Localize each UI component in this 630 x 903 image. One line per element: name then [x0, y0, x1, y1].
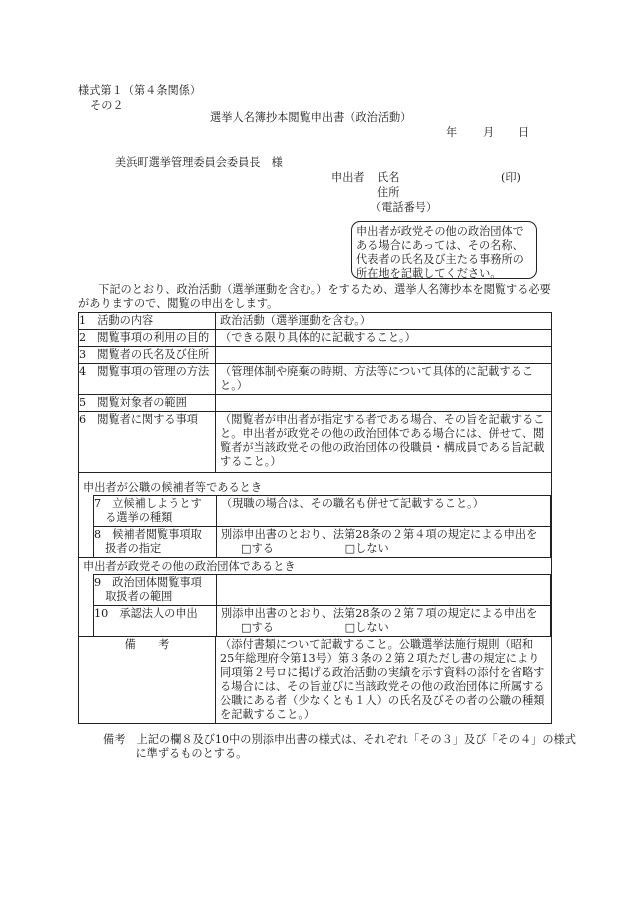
row-label: 7 立候補しようとする選挙の種類	[94, 496, 217, 527]
form-row-election-type	[94, 496, 551, 527]
row-label: 9 政治団体閲覧事項取扱者の範囲	[94, 575, 217, 606]
form-row-management	[79, 364, 552, 395]
applicant-label: 申出者	[331, 171, 365, 184]
seal-mark: (印)	[501, 171, 521, 184]
row-value[interactable]	[217, 575, 551, 606]
checkbox-do[interactable]: □する	[241, 621, 274, 634]
intro-text: 下記のとおり、政治活動（選挙運動を含む。）をするため、選挙人名簿抄本を閲覧する必要がありますので、閲覧の申出をします。	[78, 283, 551, 310]
row-value[interactable]: （閲覧者が申出者が指定する者である場合、その旨を記載すること。申出者が政党その他の政治団体である場合には、併せて、閲覧者が当該政党その他の政治団体の役職員・構成員である旨記載すること。）	[216, 412, 552, 473]
row-label: 2 閲覧事項の利用の目的	[79, 330, 216, 347]
row-label: 10 承認法人の申出	[94, 606, 217, 637]
footnote: 備考 上記の欄８及び10中の別添申出書の様式は、それぞれ「その３」及び「その４」の様式に準ずるものとする。	[103, 733, 576, 760]
date-day-label: 日	[518, 126, 530, 139]
date-month-label: 月	[483, 126, 495, 139]
form-row-activity	[79, 313, 552, 330]
row-label: 3 閲覧者の氏名及び住所	[79, 347, 216, 364]
row-value	[217, 527, 551, 558]
row-label: 1 活動の内容	[79, 313, 216, 330]
form-row-remarks	[79, 637, 552, 724]
checkbox-do-not[interactable]: □しない	[344, 621, 389, 634]
remarks-label: 備 考	[79, 637, 216, 724]
section-candidate	[79, 473, 552, 496]
section-party-title: 申出者が政党その他の政治団体であるとき	[79, 558, 552, 575]
applicant-note-text: 申出者が政党その他の政治団体である場合にあっては、その名称、代表者の氏名及び主たる事務所の所在地を記載してください。	[356, 225, 524, 280]
form-row-purpose	[79, 330, 552, 347]
section-party-body	[79, 574, 552, 637]
candidate-handler-text: 別添申出書のとおり、法第28条の２第４項の規定による申出を	[221, 528, 538, 541]
row-value	[217, 606, 551, 637]
section-party	[79, 558, 552, 575]
applicant-phone-label: （電話番号）	[370, 201, 438, 214]
party-subtable	[93, 574, 551, 636]
row-value[interactable]: （現職の場合は、その職名も併せて記載すること。）	[217, 496, 551, 527]
form-number: 様式第１（第４条関係）	[78, 84, 202, 97]
form-row-party-handler	[94, 575, 551, 606]
row-value[interactable]: （管理体制や廃棄の時期、方法等について具体的に記載すること。）	[216, 364, 552, 395]
applicant-note-box	[351, 221, 537, 279]
row-value[interactable]: （できる限り具体的に記載すること。）	[216, 330, 552, 347]
row-value[interactable]: 政治活動（選挙運動を含む。）	[216, 313, 552, 330]
applicant-name-label: 氏名	[377, 171, 400, 184]
section-party-container	[79, 574, 552, 637]
row-value[interactable]	[216, 347, 552, 364]
form-row-viewer-info	[79, 412, 552, 473]
application-form-table	[78, 312, 552, 724]
row-value[interactable]	[216, 395, 552, 412]
form-row-scope	[79, 395, 552, 412]
approved-corp-text: 別添申出書のとおり、法第28条の２第７項の規定による申出を	[221, 607, 538, 620]
row-label: 6 閲覧者に関する事項	[79, 412, 216, 473]
form-row-approved-corp	[94, 606, 551, 637]
section-candidate-title: 申出者が公職の候補者等であるとき	[79, 473, 552, 496]
row-label: 4 閲覧事項の管理の方法	[79, 364, 216, 395]
row-label: 5 閲覧対象者の範囲	[79, 395, 216, 412]
checkbox-do[interactable]: □する	[241, 542, 274, 555]
applicant-address-label: 住所	[377, 186, 400, 199]
section-candidate-body	[79, 495, 552, 558]
section-candidate-container	[79, 495, 552, 558]
candidate-subtable	[93, 495, 551, 557]
form-sub-number: その２	[90, 99, 124, 112]
form-row-viewer-name	[79, 347, 552, 364]
form-row-candidate-handler	[94, 527, 551, 558]
page-title: 選挙人名簿抄本閲覧申出書（政治活動）	[210, 111, 412, 124]
addressee: 美浜町選挙管理委員会委員長 様	[115, 156, 283, 169]
checkbox-do-not[interactable]: □しない	[344, 542, 389, 555]
row-label: 8 候補者閲覧事項取扱者の指定	[94, 527, 217, 558]
date-year-label: 年	[446, 126, 458, 139]
remarks-value[interactable]: （添付書類について記載すること。公職選挙法施行規則（昭和25年総理府令第13号）第３条の２第２項ただし書の規定により同項第２号ロに掲げる政治活動の実績を示す資料の添付を省略する場合には、その旨並びに当該政党その他の政治団体に所属する公職にある者（少なくとも１人）の氏名及びその者の公職の種類を記載すること。）	[216, 637, 552, 724]
